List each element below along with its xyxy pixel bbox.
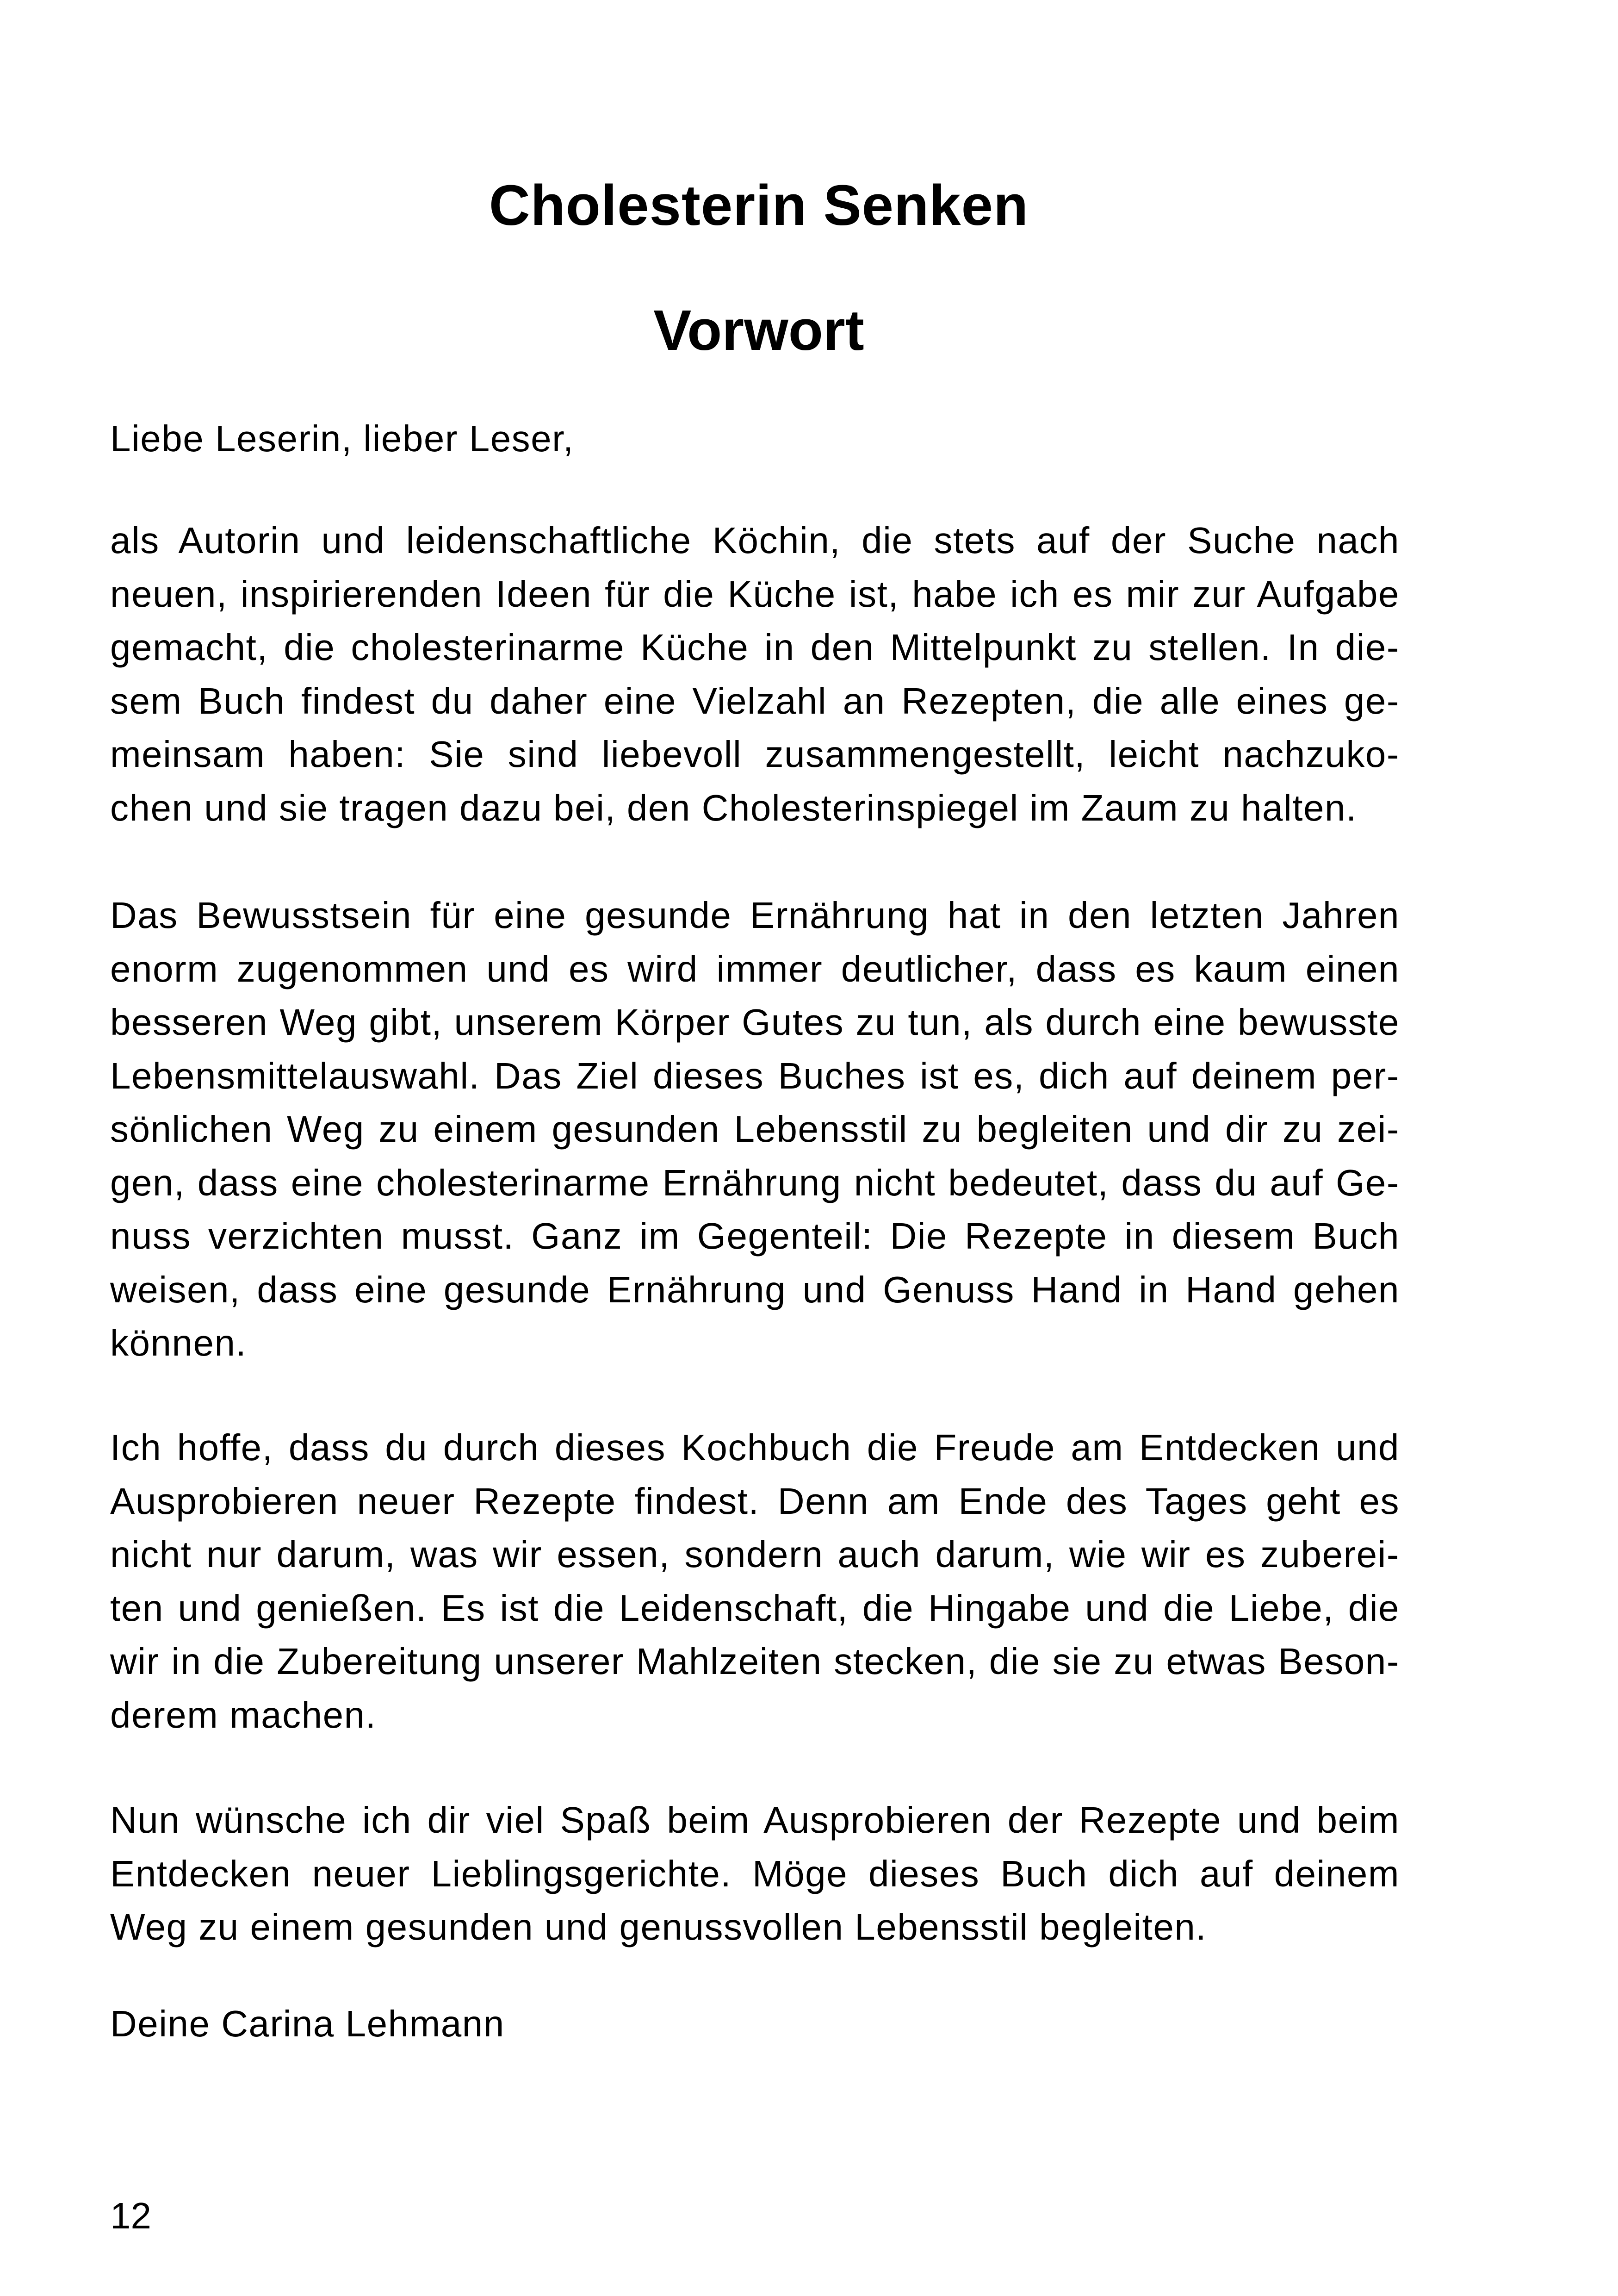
page-number: 12: [110, 2195, 151, 2236]
paragraph-line: gen, dass eine cholesterinarme Ernährung nicht bedeutet, dass du auf Ge-: [110, 1162, 1400, 1203]
paragraph-2: [110, 889, 1400, 1370]
paragraph-line: neuen, inspirierenden Ideen für die Küche ist, habe ich es mir zur Aufgabe: [110, 573, 1400, 615]
paragraph-line: ten und genießen. Es ist die Leidenschaft, die Hingabe und die Liebe, die: [110, 1587, 1400, 1629]
paragraph-line: sem Buch findest du daher eine Vielzahl an Rezepten, die alle eines ge-: [110, 680, 1400, 722]
paragraph-line: sönlichen Weg zu einem gesunden Lebensstil zu begleiten und dir zu zei-: [110, 1108, 1400, 1150]
paragraph-1: [110, 514, 1400, 834]
paragraph-line: können.: [110, 1322, 247, 1363]
paragraph-4: [110, 1793, 1400, 1954]
paragraph-line: gemacht, die cholesterinarme Küche in den Mittelpunkt zu stellen. In die-: [110, 627, 1400, 668]
paragraph-line: derem machen.: [110, 1694, 377, 1736]
paragraph-line: weisen, dass eine gesunde Ernährung und Genuss Hand in Hand gehen: [110, 1269, 1400, 1310]
paragraph-line: nuss verzichten musst. Ganz im Gegenteil: Die Rezepte in diesem Buch: [110, 1215, 1400, 1257]
signature: [110, 1997, 1400, 2051]
paragraph-line: meinsam haben: Sie sind liebevoll zusammengestellt, leicht nachzuko-: [110, 734, 1400, 775]
paragraph-line: nicht nur darum, was wir essen, sondern auch darum, wie wir es zuberei-: [110, 1534, 1400, 1575]
paragraph-line: Das Bewusstsein für eine gesunde Ernährung hat in den letzten Jahren: [110, 895, 1400, 936]
book-title: Cholesterin Senken: [489, 174, 1029, 237]
salutation: [110, 412, 1400, 466]
paragraph-3: [110, 1421, 1400, 1742]
paragraph-line: Nun wünsche ich dir viel Spaß beim Ausprobieren der Rezepte und beim: [110, 1799, 1400, 1841]
paragraph-line: enorm zugenommen und es wird immer deutlicher, dass es kaum einen: [110, 948, 1400, 989]
paragraph-line: Lebensmittelauswahl. Das Ziel dieses Buches ist es, dich auf deinem per-: [110, 1055, 1400, 1096]
paragraph-line: Ich hoffe, dass du durch dieses Kochbuch die Freude am Entdecken und: [110, 1427, 1400, 1468]
paragraph-line: als Autorin und leidenschaftliche Köchin, die stets auf der Suche nach: [110, 520, 1400, 561]
paragraph-line: besseren Weg gibt, unserem Körper Gutes zu tun, als durch eine bewusste: [110, 1002, 1400, 1043]
salutation-text: Liebe Leserin, lieber Leser,: [110, 418, 574, 459]
paragraph-line: wir in die Zubereitung unserer Mahlzeiten stecken, die sie zu etwas Beson-: [110, 1641, 1400, 1682]
paragraph-line: Entdecken neuer Lieblingsgerichte. Möge dieses Buch dich auf deinem: [110, 1853, 1400, 1894]
paragraph-line: Weg zu einem gesunden und genussvollen Lebensstil begleiten.: [110, 1906, 1207, 1948]
paragraph-line: Ausprobieren neuer Rezepte findest. Denn am Ende des Tages geht es: [110, 1480, 1400, 1522]
signature-text: Deine Carina Lehmann: [110, 2003, 505, 2044]
section-title: Vorwort: [653, 299, 864, 362]
paragraph-line: chen und sie tragen dazu bei, den Cholesterinspiegel im Zaum zu halten.: [110, 787, 1357, 828]
